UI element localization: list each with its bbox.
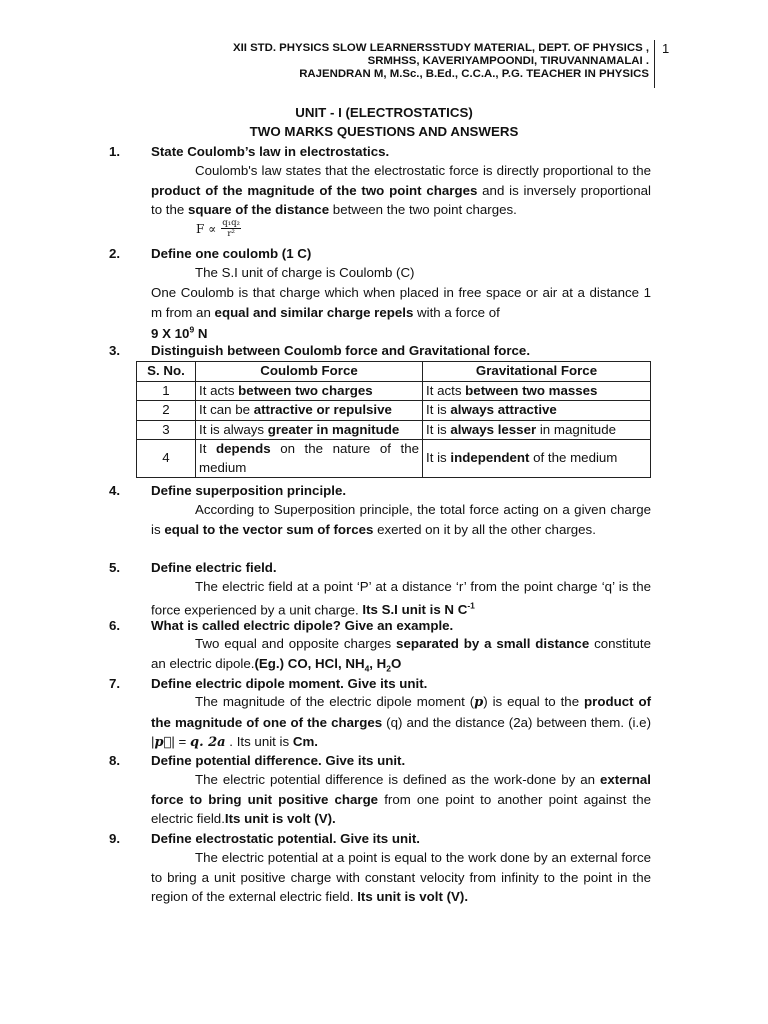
page-header xyxy=(129,42,649,80)
question-number-8: 8. xyxy=(109,753,121,768)
question-number-5: 5. xyxy=(109,560,121,575)
header-divider xyxy=(654,40,655,88)
answer-9: The electric potential at a point is equal to the work done by an external force to bring a unit positive charge with constant velocity from infinity to the point in the region of the external electric field. Its unit is volt (V). xyxy=(151,850,651,904)
question-number-3: 3. xyxy=(109,343,121,358)
table-cell-sno: 3 xyxy=(137,420,196,440)
answer-1: Coulomb's law states that the electrostatic force is directly proportional to the product of the magnitude of the two point charges and is inversely proportional to the square of the distance between the two point charges. xyxy=(151,163,651,217)
table-cell-gravitational: It is always attractive xyxy=(423,401,651,421)
answer-7: The magnitude of the electric dipole moment (p) is equal to the product of the magnitude of one of the charges (q) and the distance (2a) between them. (i.e) |p⃗| = q. 2a . Its unit is Cm. xyxy=(151,694,651,750)
table-cell-sno: 2 xyxy=(137,401,196,421)
table-header-coulomb: Coulomb Force xyxy=(196,362,423,382)
table-cell-sno: 1 xyxy=(137,381,196,401)
table-header-gravitational: Gravitational Force xyxy=(423,362,651,382)
table-cell-coulomb: It acts between two charges xyxy=(196,381,423,401)
question-title-5: Define electric field. xyxy=(151,560,277,575)
question-number-6: 6. xyxy=(109,618,121,633)
header-line-3: RAJENDRAN M, M.Sc., B.Ed., C.C.A., P.G. TEACHER IN PHYSICS xyxy=(299,67,649,80)
table-cell-coulomb: It depends on the nature of the medium xyxy=(196,440,423,478)
table-row xyxy=(137,420,651,440)
question-number-2: 2. xyxy=(109,246,121,261)
table-cell-gravitational: It is independent of the medium xyxy=(423,440,651,478)
table-cell-sno: 4 xyxy=(137,440,196,478)
question-title-2: Define one coulomb (1 C) xyxy=(151,246,312,261)
coulomb-force-value: 9 X $10^9$ N xyxy=(151,325,208,342)
question-title-8: Define potential difference. Give its unit. xyxy=(151,753,406,768)
question-title-9: Define electrostatic potential. Give its unit. xyxy=(151,831,420,846)
table-header-row xyxy=(137,362,651,382)
table-cell-coulomb: It can be attractive or repulsive xyxy=(196,401,423,421)
unit-title: UNIT - I (ELECTROSTATICS) xyxy=(295,105,473,120)
question-title-3: Distinguish between Coulomb force and Gravitational force. xyxy=(151,343,531,358)
answer-2-unit: The S.I unit of charge is Coulomb (C) xyxy=(195,265,415,280)
question-number-7: 7. xyxy=(109,676,121,691)
table-cell-gravitational: It acts between two masses xyxy=(423,381,651,401)
coulomb-formula: F ∝ $\frac{\text{q₁q₂}}{\text{r²}}$ xyxy=(196,218,240,239)
table-row xyxy=(137,381,651,401)
question-title-6: What is called electric dipole? Give an example. xyxy=(151,618,454,633)
answer-8: The electric potential difference is defined as the work-done by an external force to bring unit positive charge from one point to another point against the electric field.Its unit is volt (V). xyxy=(151,772,651,826)
answer-5: The electric field at a point ‘P’ at a distance ‘r’ from the point charge ‘q’ is the force experienced by a unit charge. Its S.I unit is N $C^{-1}$ xyxy=(151,579,651,617)
question-number-9: 9. xyxy=(109,831,121,846)
table-header-sno: S. No. xyxy=(137,362,196,382)
question-number-1: 1. xyxy=(109,144,121,159)
question-title-1: State Coulomb’s law in electrostatics. xyxy=(151,144,390,159)
question-number-4: 4. xyxy=(109,483,121,498)
comparison-table xyxy=(136,361,651,478)
table-cell-gravitational: It is always lesser in magnitude xyxy=(423,420,651,440)
table-cell-coulomb: It is always greater in magnitude xyxy=(196,420,423,440)
question-title-4: Define superposition principle. xyxy=(151,483,347,498)
question-title-7: Define electric dipole moment. Give its unit. xyxy=(151,676,428,691)
header-line-2: SRMHSS, KAVERIYAMPOONDI, TIRUVANNAMALAI . xyxy=(367,54,649,67)
page-number: 1 xyxy=(662,41,670,56)
table-row xyxy=(137,401,651,421)
answer-2: One Coulomb is that charge which when placed in free space or air at a distance 1 m from an equal and similar charge repels with a force of xyxy=(151,285,651,320)
section-title: TWO MARKS QUESTIONS AND ANSWERS xyxy=(249,124,519,139)
header-line-1: XII STD. PHYSICS SLOW LEARNERSSTUDY MATERIAL, DEPT. OF PHYSICS , xyxy=(232,42,649,54)
answer-6: Two equal and opposite charges separated by a small distance constitute an electric dipole.(Eg.) CO, HCl, $NH_4$, $H_2O$ xyxy=(151,636,652,674)
table-row xyxy=(137,440,651,478)
answer-4: According to Superposition principle, the total force acting on a given charge is equal to the vector sum of forces exerted on it by all the other charges. xyxy=(151,502,651,537)
